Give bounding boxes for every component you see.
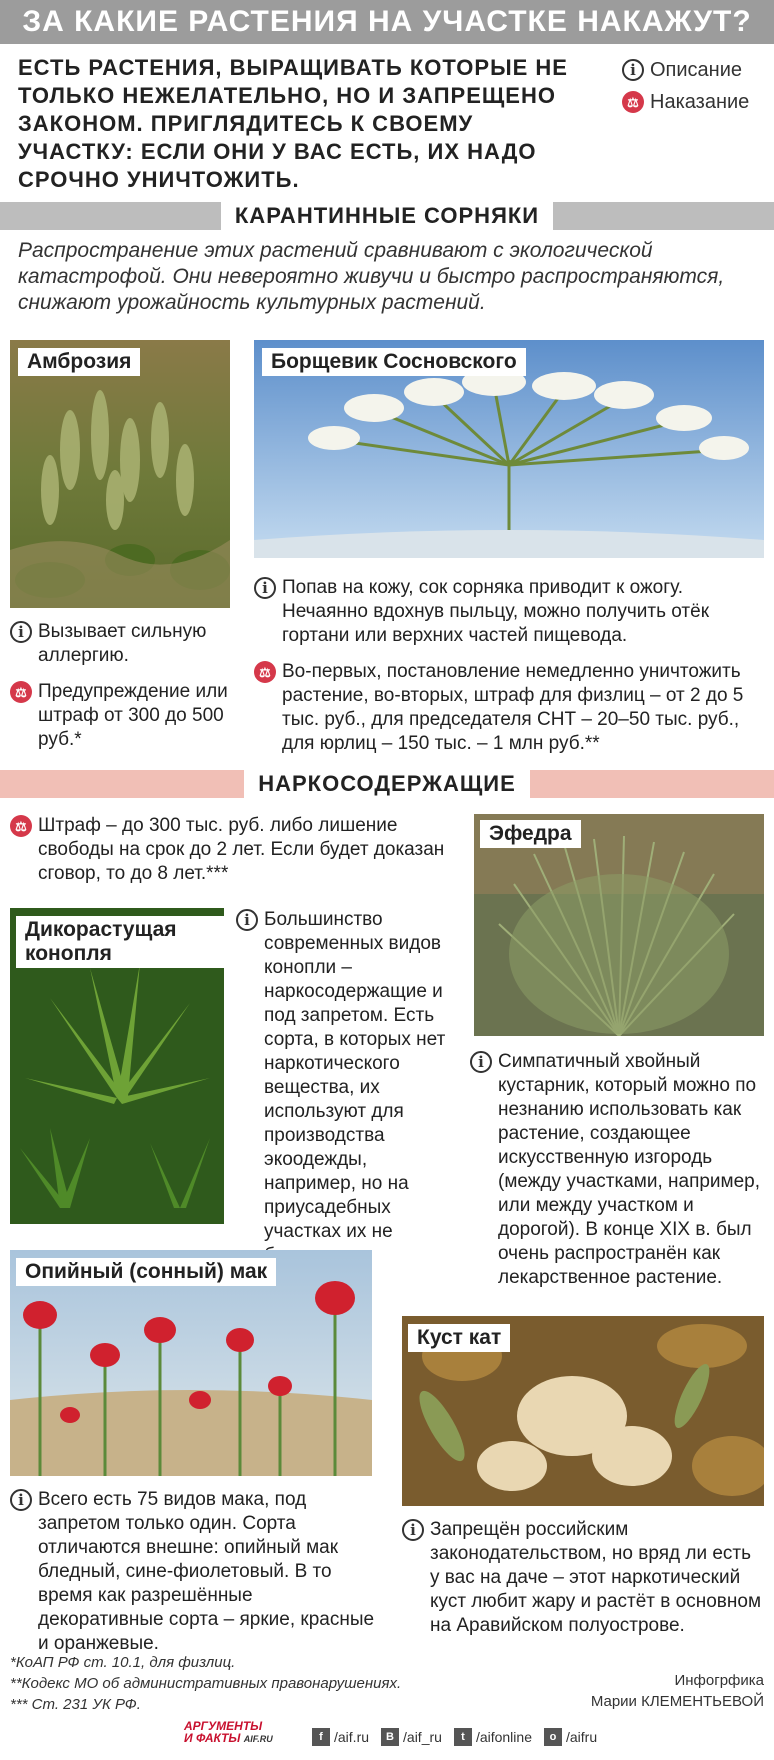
logo-line: АРГУМЕНТЫ [184, 1719, 263, 1733]
section-bar [553, 202, 774, 230]
odnoklassniki-icon[interactable]: о [544, 1728, 562, 1746]
aif-logo [184, 1720, 273, 1745]
section-quarantine-header [0, 202, 774, 230]
intro-text: ЕСТЬ РАСТЕНИЯ, ВЫРАЩИВАТЬ КОТОРЫЕ НЕ ТОЛЬКО НЕЖЕЛАТЕЛЬНО, НО И ЗАПРЕЩЕНО ЗАКОНОМ. ПРИГЛЯДИТЕСЬ К СВОЕМУ УЧАСТКУ: ЕСЛИ ОНИ У ВАС ЕСТЬ, ИХ НАДО СРОЧНО УНИЧТОЖИТЬ. [18, 55, 568, 192]
hogweed-description-text: Попав на кожу, сок сорняка приводит к ожогу. Нечаянно вдохнув пыльцу, можно получить отёк гортани или верхних частей пищевода. [282, 577, 710, 646]
footnotes [10, 1652, 470, 1715]
ephedra-label: Эфедра [480, 820, 581, 848]
section-bar [530, 770, 774, 798]
info-icon: i [622, 59, 644, 81]
ambrosia-label: Амброзия [18, 348, 140, 376]
ephedra-photo [474, 814, 764, 1036]
quarantine-lead: Распространение этих растений сравнивают с экологической катастрофой. Они невероятно живучи и быстро распространяются, снижают урожайность культурных растений. [18, 239, 725, 314]
gavel-icon: ⚖ [10, 815, 32, 837]
ambrosia-punishment [10, 680, 235, 752]
info-icon: i [236, 909, 258, 931]
section-bar [0, 770, 244, 798]
social-links [300, 1728, 597, 1746]
khat-description [402, 1518, 764, 1638]
footnote: **Кодекс МО об административных правонарушениях. [10, 1675, 402, 1692]
section-quarantine-title: КАРАНТИННЫЕ СОРНЯКИ [221, 203, 553, 229]
credit-line: Инфогрфика [674, 1672, 764, 1689]
khat-label: Куст кат [408, 1324, 510, 1352]
info-icon: i [10, 621, 32, 643]
logo-site: AIF.RU [243, 1734, 273, 1744]
narcotic-punishment [10, 814, 450, 886]
cannabis-photo [10, 908, 224, 1224]
poppy-photo [10, 1250, 372, 1476]
poppy-description [10, 1488, 380, 1656]
twitter-icon[interactable]: t [454, 1728, 472, 1746]
vk-icon[interactable]: B [381, 1728, 399, 1746]
gavel-icon: ⚖ [254, 661, 276, 683]
logo-line: И ФАКТЫ AIF.RU [184, 1731, 273, 1745]
legend-description-label: Описание [650, 58, 743, 81]
social-facebook-label[interactable]: /aif.ru [334, 1729, 370, 1745]
gavel-icon: ⚖ [10, 681, 32, 703]
ambrosia-info [10, 620, 235, 752]
social-vk-label[interactable]: /aif_ru [403, 1729, 442, 1745]
hogweed-label: Борщевик Сосновского [262, 348, 526, 376]
info-icon: i [254, 577, 276, 599]
ambrosia-punishment-text: Предупреждение или штраф от 300 до 500 руб.* [38, 681, 228, 750]
ambrosia-description [10, 620, 235, 668]
cannabis-description [236, 908, 448, 1268]
credit [591, 1670, 764, 1712]
ambrosia-photo [10, 340, 230, 608]
gavel-icon: ⚖ [622, 91, 644, 113]
hogweed-photo [254, 340, 764, 558]
legend-description [622, 54, 772, 86]
hogweed-punishment [254, 660, 764, 756]
legend-punishment [622, 86, 772, 118]
section-narcotic-title: НАРКОСОДЕРЖАЩИЕ [244, 771, 530, 797]
page-title: ЗА КАКИЕ РАСТЕНИЯ НА УЧАСТКЕ НАКАЖУТ? [0, 0, 774, 44]
legend-punishment-label: Наказание [650, 90, 750, 113]
khat-description-text: Запрещён российским законодательством, но вряд ли есть у вас на даче – этот наркотический куст любит жару и растёт в основном на Аравийском полуострове. [430, 1519, 762, 1636]
info-icon: i [470, 1051, 492, 1073]
social-odnoklassniki-label[interactable]: /aifru [565, 1729, 598, 1745]
narcotic-punishment-text: Штраф – до 300 тыс. руб. либо лишение свободы на срок до 2 лет. Если будет доказан сговор, то до 8 лет.*** [38, 815, 445, 884]
footnote: *КоАП РФ ст. 10.1, для физлиц. [10, 1654, 236, 1671]
footnote: *** Ст. 231 УК РФ. [10, 1696, 141, 1713]
cannabis-label: Дикорастущая конопля [16, 916, 224, 968]
section-bar [0, 202, 221, 230]
ephedra-description-text: Симпатичный хвойный кустарник, который можно по незнанию использовать как растение, создающее искусственную изгородь (между участками, например, или между участком и дорогой). В конце XIX в. был очень распространён как лекарственное растение. [498, 1051, 761, 1288]
facebook-icon[interactable]: f [312, 1728, 330, 1746]
social-twitter-label[interactable]: /aifonline [475, 1729, 532, 1745]
info-icon: i [10, 1489, 32, 1511]
hogweed-description [254, 576, 764, 648]
khat-photo [402, 1316, 764, 1506]
poppy-label: Опийный (сонный) мак [16, 1258, 276, 1286]
hogweed-info [254, 576, 764, 756]
section-narcotic-header [0, 770, 774, 798]
hogweed-punishment-text: Во-первых, постановление немедленно уничтожить растение, во-вторых, штраф для физлиц – от 2 до 5 тыс. руб., для председателя СНТ – 20–50 тыс. руб., для юрлиц – 150 тыс. – 1 млн руб.** [282, 661, 744, 754]
ambrosia-description-text: Вызывает сильную аллергию. [38, 621, 207, 666]
info-icon: i [402, 1519, 424, 1541]
poppy-description-text: Всего есть 75 видов мака, под запретом только один. Сорта отличаются внешне: опийный мак бледный, сине-фиолетовый. В то время как разрешённые декоративные сорта – яркие, красные и оранжевые. [38, 1489, 375, 1654]
cannabis-description-text: Большинство современных видов конопли – наркосодержащие и под запретом. Есть сорта, в которых нет наркотического вещества, их используют для производства экоодежды, например, но на приусадебных участках их не [264, 909, 446, 1242]
legend [622, 54, 772, 118]
ephedra-description [470, 1050, 764, 1290]
credit-author: Марии КЛЕМЕНТЬЕВОЙ [590, 1693, 764, 1710]
